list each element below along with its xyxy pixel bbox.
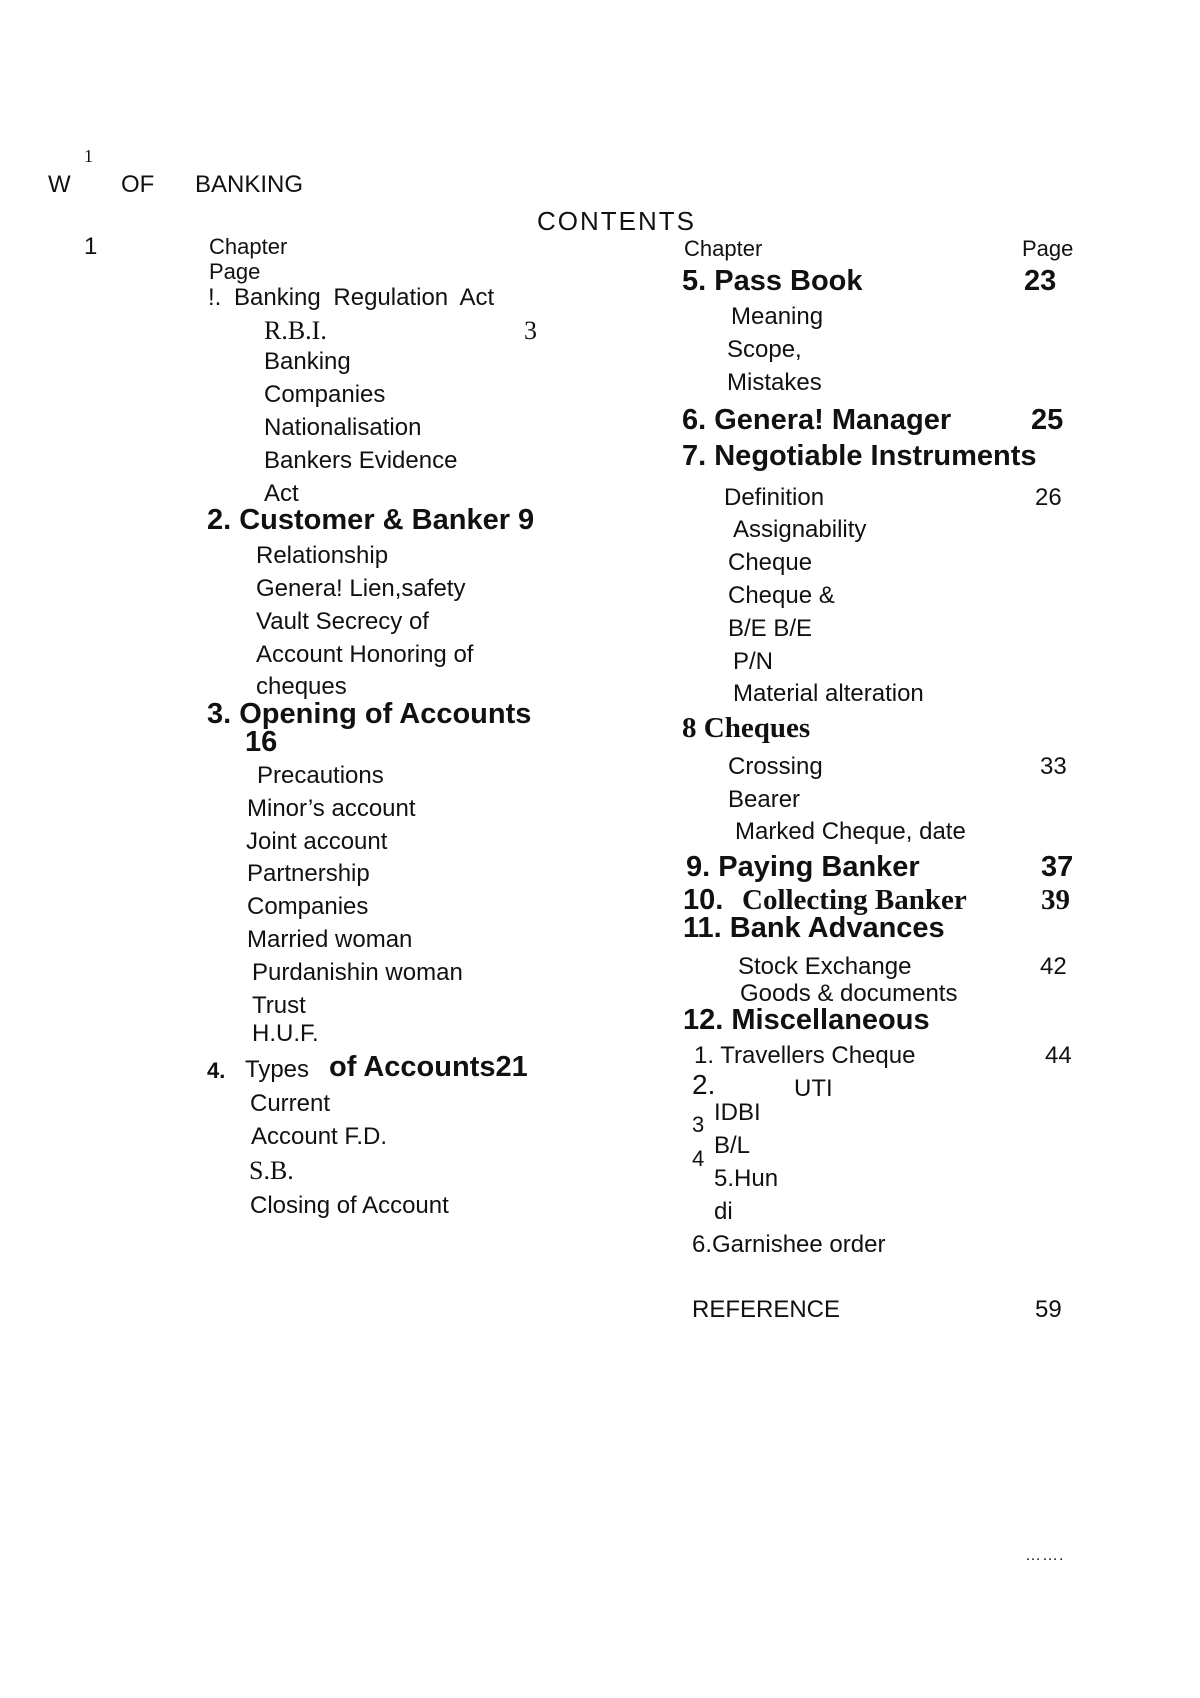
chapter-6-heading: 6. Genera! Manager	[682, 404, 952, 436]
chapter-3-item: Companies	[247, 893, 369, 920]
chapter-7-item: Definition	[724, 484, 825, 511]
chapter-2-item: Vault Secrecy of	[256, 608, 429, 635]
chapter-4-item: Account F.D.	[251, 1123, 388, 1150]
misc-item-5-cont: di	[714, 1198, 733, 1225]
left-chapter-label: Chapter	[209, 234, 288, 259]
chapter-3-item: Joint account	[246, 828, 388, 855]
chapter-11-item: Goods & documents	[740, 980, 958, 1007]
chapter-2-item: Relationship	[256, 542, 389, 569]
contents-heading: CONTENTS	[537, 206, 696, 236]
section-number: 1	[84, 233, 98, 260]
chapter-7-heading: 7. Negotiable Instruments	[682, 440, 1037, 472]
misc-item-2: UTI	[794, 1075, 833, 1102]
chapter-3-heading: 3. Opening of Accounts	[207, 698, 532, 730]
chapter-8-item: Bearer	[728, 786, 801, 813]
chapter-9-page: 37	[1041, 851, 1074, 883]
chapter-3-page: 16	[245, 726, 278, 758]
chapter-7-item: Cheque	[728, 549, 813, 576]
reference-page: 59	[1035, 1296, 1062, 1323]
chapter-1-page: 3	[524, 316, 537, 345]
footer-dots: …….	[1025, 1547, 1065, 1564]
chapter-4-types: Types	[245, 1056, 310, 1083]
chapter-11-heading: 11. Bank Advances	[683, 912, 945, 944]
misc-item-2-number: 2.	[692, 1069, 716, 1100]
chapter-7-item: P/N	[733, 648, 774, 675]
chapter-3-item: Partnership	[247, 860, 370, 887]
chapter-2-heading: 2. Customer & Banker 9	[207, 504, 535, 536]
chapter-1-item: Bankers Evidence	[264, 447, 458, 474]
chapter-10-page: 39	[1041, 884, 1070, 916]
misc-item-5: 5.Hun	[714, 1165, 779, 1192]
chapter-7-item: Assignability	[733, 516, 867, 543]
chapter-3-item: Minor’s account	[247, 795, 416, 822]
misc-item-3: IDBI	[714, 1099, 761, 1126]
misc-item-3-number: 3	[692, 1112, 705, 1137]
chapter-4-number: 4.	[207, 1058, 226, 1083]
chapter-5-heading: 5. Pass Book	[682, 265, 863, 297]
chapter-9-heading: 9. Paying Banker	[686, 851, 920, 883]
chapter-1-item: Act	[264, 480, 299, 507]
chapter-4-heading: of Accounts21	[329, 1051, 528, 1083]
chapter-11-page: 42	[1040, 953, 1067, 980]
chapter-3-item: Trust	[252, 992, 306, 1019]
chapter-5-item: Meaning	[731, 303, 824, 330]
reference-label: REFERENCE	[692, 1296, 841, 1323]
chapter-8-item: Marked Cheque, date	[735, 818, 966, 845]
right-page-label: Page	[1022, 236, 1074, 261]
title-superscript: 1	[84, 146, 93, 166]
right-chapter-label: Chapter	[684, 236, 763, 261]
chapter-7-item: Material alteration	[733, 680, 924, 707]
chapter-3-item: Precautions	[257, 762, 384, 789]
title-word-of: OF	[121, 171, 155, 198]
misc-item-1-page: 44	[1045, 1042, 1072, 1069]
chapter-11-item: Stock Exchange	[738, 953, 912, 980]
chapter-8-item: Crossing	[728, 753, 823, 780]
misc-item-4-number: 4	[692, 1146, 705, 1171]
left-page-label: Page	[209, 259, 261, 284]
chapter-1-heading: !. Banking Regulation Act	[208, 284, 495, 311]
chapter-12-heading: 12. Miscellaneous	[683, 1004, 930, 1036]
chapter-3-item: Purdanishin woman	[252, 959, 463, 986]
misc-item-6: 6.Garnishee order	[692, 1231, 886, 1258]
chapter-7-page: 26	[1035, 484, 1062, 511]
chapter-4-item: Current	[250, 1090, 331, 1117]
chapter-2-item: Account Honoring of	[256, 641, 474, 668]
chapter-8-page: 33	[1040, 753, 1067, 780]
chapter-5-item: Mistakes	[727, 369, 822, 396]
chapter-1-item: Nationalisation	[264, 414, 422, 441]
chapter-6-page: 25	[1031, 404, 1064, 436]
chapter-1-item: Banking	[264, 348, 351, 375]
misc-item-4: B/L	[714, 1132, 751, 1159]
chapter-7-item: Cheque &	[728, 582, 835, 609]
chapter-5-page: 23	[1024, 265, 1057, 297]
title-letter: W	[48, 171, 71, 198]
chapter-3-item: H.U.F.	[252, 1020, 319, 1047]
chapter-10-heading: Collecting Banker	[742, 884, 967, 916]
chapter-2-item: Genera! Lien,safety	[256, 575, 466, 602]
misc-item-1: 1. Travellers Cheque	[694, 1042, 916, 1069]
chapter-5-item: Scope,	[727, 336, 802, 363]
chapter-10-number: 10.	[683, 884, 724, 916]
chapter-3-item: Married woman	[247, 926, 413, 953]
chapter-7-item: B/E B/E	[728, 615, 813, 642]
chapter-8-heading: 8 Cheques	[682, 712, 811, 744]
chapter-4-item: S.B.	[249, 1156, 294, 1185]
chapter-1-item: R.B.I.	[264, 316, 327, 345]
chapter-2-item: cheques	[256, 673, 347, 700]
chapter-4-item: Closing of Account	[250, 1192, 449, 1219]
title-banking: BANKING	[195, 171, 304, 198]
chapter-1-item: Companies	[264, 381, 386, 408]
